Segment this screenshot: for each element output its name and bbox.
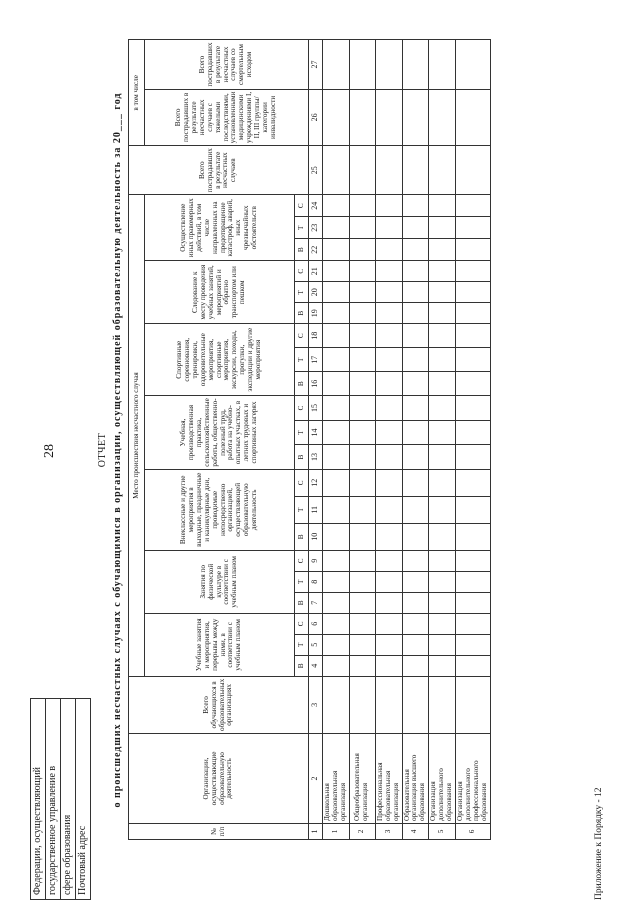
col-number: 25 (309, 146, 323, 195)
empty-cell[interactable] (402, 348, 429, 372)
empty-cell[interactable] (429, 396, 456, 421)
empty-cell[interactable] (429, 282, 456, 303)
empty-cell[interactable] (375, 496, 402, 523)
col-number: 1 (309, 824, 323, 840)
col-number: 13 (309, 445, 323, 470)
row-number: 3 (375, 824, 402, 840)
empty-cell[interactable] (323, 655, 350, 676)
empty-cell[interactable] (349, 217, 375, 239)
address-line: сфере образования (61, 699, 76, 899)
col-header-place: Место происшествия несчастного случая (129, 195, 145, 677)
empty-cell[interactable] (349, 523, 375, 550)
table-row (375, 40, 402, 840)
empty-cell[interactable] (402, 303, 429, 324)
empty-cell[interactable] (456, 372, 491, 396)
empty-cell[interactable] (323, 592, 350, 613)
col-header-sub27: Всего пострадавших в результате несчастных случаев со смертельным исходом (145, 40, 309, 89)
empty-cell[interactable] (402, 239, 429, 261)
empty-cell[interactable] (375, 396, 402, 421)
empty-cell[interactable] (375, 445, 402, 470)
empty-cell[interactable] (429, 146, 456, 195)
empty-cell[interactable] (323, 261, 350, 282)
empty-cell[interactable] (402, 592, 429, 613)
empty-cell[interactable] (429, 303, 456, 324)
row-org-name: Общеобразовательная организация (349, 734, 375, 824)
empty-cell[interactable] (323, 571, 350, 592)
empty-cell[interactable] (456, 40, 491, 89)
empty-cell[interactable] (456, 146, 491, 195)
col-number: 18 (309, 324, 323, 348)
empty-cell[interactable] (375, 239, 402, 261)
col-number: 6 (309, 613, 323, 634)
col-number: 12 (309, 469, 323, 496)
empty-cell[interactable] (349, 445, 375, 470)
empty-cell[interactable] (456, 613, 491, 634)
empty-cell[interactable] (429, 655, 456, 676)
empty-cell[interactable] (375, 613, 402, 634)
empty-cell[interactable] (456, 445, 491, 470)
empty-cell[interactable] (429, 496, 456, 523)
col-subheader-t: Т (295, 420, 309, 445)
col-number: 23 (309, 217, 323, 239)
empty-cell[interactable] (323, 89, 350, 146)
empty-cell[interactable] (402, 282, 429, 303)
col-header-of-which: в том числе (129, 40, 145, 146)
empty-cell[interactable] (323, 420, 350, 445)
col-subheader-s: С (295, 613, 309, 634)
col-subheader-v: В (295, 592, 309, 613)
empty-cell[interactable] (402, 89, 429, 146)
col-number: 20 (309, 282, 323, 303)
empty-cell[interactable] (402, 324, 429, 348)
empty-cell[interactable] (402, 396, 429, 421)
empty-cell[interactable] (323, 496, 350, 523)
col-number: 10 (309, 523, 323, 550)
empty-cell[interactable] (349, 239, 375, 261)
empty-cell[interactable] (349, 195, 375, 217)
table-row (323, 40, 350, 840)
col-header-group4: Учебная, производственная практика, сельскохозяйственные работы, общественно-полезный труд, работа на учебно-опытных участках, в летних трудовых и спортивных лагерях (145, 396, 295, 470)
empty-cell[interactable] (375, 571, 402, 592)
col-header-group1: Учебные занятия и мероприятия, перерывы между ними, в соответствии с учебным планом (145, 613, 295, 676)
col-header-group7: Осуществление иных правомерных действий, в том числе направленных на предотвращение катастроф, аварий, иных чрезвычайных обстоятельств (145, 195, 295, 261)
empty-cell[interactable] (429, 348, 456, 372)
empty-cell[interactable] (323, 372, 350, 396)
empty-cell[interactable] (323, 348, 350, 372)
empty-cell[interactable] (429, 571, 456, 592)
empty-cell[interactable] (402, 523, 429, 550)
empty-cell[interactable] (429, 676, 456, 733)
row-number: 5 (429, 824, 456, 840)
empty-cell[interactable] (323, 303, 350, 324)
empty-cell[interactable] (429, 261, 456, 282)
col-number: 9 (309, 550, 323, 571)
col-subheader-t: Т (295, 496, 309, 523)
empty-cell[interactable] (429, 523, 456, 550)
empty-cell[interactable] (429, 613, 456, 634)
empty-cell[interactable] (456, 195, 491, 217)
empty-cell[interactable] (402, 655, 429, 676)
col-number: 21 (309, 261, 323, 282)
col-subheader-s: С (295, 396, 309, 421)
empty-cell[interactable] (349, 324, 375, 348)
row-org-name: Профессиональная образовательная организация (375, 734, 402, 824)
row-org-name: Дошкольная образовательная организация (323, 734, 350, 824)
empty-cell[interactable] (429, 420, 456, 445)
empty-cell[interactable] (349, 592, 375, 613)
col-number: 8 (309, 571, 323, 592)
empty-cell[interactable] (456, 655, 491, 676)
empty-cell[interactable] (323, 634, 350, 655)
empty-cell[interactable] (375, 89, 402, 146)
empty-cell[interactable] (375, 261, 402, 282)
empty-cell[interactable] (349, 282, 375, 303)
empty-cell[interactable] (349, 676, 375, 733)
empty-cell[interactable] (349, 396, 375, 421)
empty-cell[interactable] (456, 592, 491, 613)
report-subtitle: о происшедших несчастных случаях с обучающимися в организации, осуществляющей образовательную деятельность за 20___ год (112, 92, 123, 808)
empty-cell[interactable] (323, 282, 350, 303)
row-number: 4 (402, 824, 429, 840)
empty-cell[interactable] (456, 348, 491, 372)
empty-cell[interactable] (456, 261, 491, 282)
col-subheader-t: Т (295, 348, 309, 372)
empty-cell[interactable] (402, 634, 429, 655)
empty-cell[interactable] (349, 496, 375, 523)
empty-cell[interactable] (456, 676, 491, 733)
col-number: 17 (309, 348, 323, 372)
empty-cell[interactable] (375, 550, 402, 571)
empty-cell[interactable] (429, 239, 456, 261)
empty-cell[interactable] (429, 372, 456, 396)
empty-cell[interactable] (402, 613, 429, 634)
col-subheader-t: Т (295, 282, 309, 303)
empty-cell[interactable] (349, 303, 375, 324)
col-subheader-s: С (295, 261, 309, 282)
empty-cell[interactable] (402, 217, 429, 239)
col-header-group6: Следование к месту проведения учебных занятий, мероприятий и обратно транспортом или пешком (145, 261, 295, 324)
empty-cell[interactable] (349, 40, 375, 89)
empty-cell[interactable] (429, 592, 456, 613)
empty-cell[interactable] (375, 282, 402, 303)
page-number: 28 (42, 444, 57, 458)
empty-cell[interactable] (323, 445, 350, 470)
empty-cell[interactable] (456, 239, 491, 261)
empty-cell[interactable] (323, 613, 350, 634)
col-subheader-s: С (295, 550, 309, 571)
empty-cell[interactable] (456, 634, 491, 655)
empty-cell[interactable] (456, 469, 491, 496)
empty-cell[interactable] (375, 146, 402, 195)
table-row (402, 40, 429, 840)
col-number: 2 (309, 734, 323, 824)
empty-cell[interactable] (402, 445, 429, 470)
col-subheader-t: Т (295, 217, 309, 239)
empty-cell[interactable] (402, 496, 429, 523)
address-block (30, 698, 91, 900)
empty-cell[interactable] (456, 396, 491, 421)
empty-cell[interactable] (349, 550, 375, 571)
empty-cell[interactable] (375, 676, 402, 733)
empty-cell[interactable] (323, 40, 350, 89)
empty-cell[interactable] (323, 550, 350, 571)
col-number: 15 (309, 396, 323, 421)
row-org-name: Образовательная организация высшего образования (402, 734, 429, 824)
empty-cell[interactable] (429, 324, 456, 348)
empty-cell[interactable] (375, 420, 402, 445)
empty-cell[interactable] (349, 261, 375, 282)
empty-cell[interactable] (456, 523, 491, 550)
table-row (349, 40, 375, 840)
col-number: 16 (309, 372, 323, 396)
empty-cell[interactable] (402, 676, 429, 733)
col-subheader-t: Т (295, 634, 309, 655)
col-header-group5: Спортивные соревнования, тренировки, оздоровительные мероприятия, спортивные мероприятия, экскурсии, походы, прогулки, экспедиции и другие мероприятия (145, 324, 295, 396)
col-number: 24 (309, 195, 323, 217)
empty-cell[interactable] (349, 634, 375, 655)
empty-cell[interactable] (375, 372, 402, 396)
empty-cell[interactable] (323, 217, 350, 239)
report-title: ОТЧЕТ (97, 432, 108, 468)
col-subheader-s: С (295, 469, 309, 496)
empty-cell[interactable] (456, 420, 491, 445)
empty-cell[interactable] (323, 324, 350, 348)
col-subheader-s: С (295, 324, 309, 348)
empty-cell[interactable] (402, 40, 429, 89)
col-header-sub26: Всего пострадавших в результате несчастных случаев с тяжелыми последствиями, установленными медицинскими учреждениями I, II, III группы/категории инвалидности (145, 89, 309, 146)
empty-cell[interactable] (375, 217, 402, 239)
empty-cell[interactable] (375, 195, 402, 217)
col-subheader-v: В (295, 445, 309, 470)
empty-cell[interactable] (429, 40, 456, 89)
col-subheader-v: В (295, 372, 309, 396)
col-subheader-t: Т (295, 571, 309, 592)
empty-cell[interactable] (323, 676, 350, 733)
empty-cell[interactable] (375, 469, 402, 496)
empty-cell[interactable] (375, 303, 402, 324)
col-subheader-v: В (295, 655, 309, 676)
empty-cell[interactable] (456, 571, 491, 592)
row-org-name: Организация дополнительного профессионального образования (456, 734, 491, 824)
appendix-label: Приложение к Порядку - 12 (594, 787, 604, 900)
empty-cell[interactable] (456, 550, 491, 571)
col-number: 27 (309, 40, 323, 89)
address-line: государственное управление в (46, 699, 61, 899)
empty-cell[interactable] (349, 89, 375, 146)
row-number: 2 (349, 824, 375, 840)
col-header-total-students: Всего обучающихся в образовательных организациях (129, 676, 309, 733)
empty-cell[interactable] (456, 282, 491, 303)
empty-cell[interactable] (402, 261, 429, 282)
col-number: 26 (309, 89, 323, 146)
empty-cell[interactable] (349, 469, 375, 496)
col-subheader-v: В (295, 303, 309, 324)
empty-cell[interactable] (375, 324, 402, 348)
report-table (128, 40, 491, 841)
empty-cell[interactable] (349, 420, 375, 445)
empty-cell[interactable] (323, 239, 350, 261)
empty-cell[interactable] (456, 324, 491, 348)
empty-cell[interactable] (456, 496, 491, 523)
col-header-total-victims: Всего пострадавших в результате несчастных случаев (129, 146, 309, 195)
col-header-num: № п/п (129, 824, 309, 840)
col-number: 3 (309, 676, 323, 733)
empty-cell[interactable] (402, 469, 429, 496)
empty-cell[interactable] (375, 655, 402, 676)
empty-cell[interactable] (402, 571, 429, 592)
empty-cell[interactable] (429, 550, 456, 571)
col-header-org: Организации, осуществляющие образовательную деятельность (129, 734, 309, 824)
empty-cell[interactable] (323, 469, 350, 496)
col-subheader-v: В (295, 239, 309, 261)
empty-cell[interactable] (429, 89, 456, 146)
empty-cell[interactable] (349, 655, 375, 676)
empty-cell[interactable] (456, 217, 491, 239)
address-line: Федерации, осуществляющий (31, 699, 46, 899)
col-number: 22 (309, 239, 323, 261)
empty-cell[interactable] (323, 523, 350, 550)
empty-cell[interactable] (323, 146, 350, 195)
empty-cell[interactable] (402, 146, 429, 195)
empty-cell[interactable] (349, 613, 375, 634)
empty-cell[interactable] (402, 195, 429, 217)
empty-cell[interactable] (349, 146, 375, 195)
empty-cell[interactable] (375, 40, 402, 89)
empty-cell[interactable] (456, 303, 491, 324)
empty-cell[interactable] (375, 348, 402, 372)
col-number: 7 (309, 592, 323, 613)
col-number: 5 (309, 634, 323, 655)
table-row (456, 40, 491, 840)
row-number: 1 (323, 824, 350, 840)
empty-cell[interactable] (323, 195, 350, 217)
col-number: 11 (309, 496, 323, 523)
empty-cell[interactable] (429, 634, 456, 655)
postal-address-label: Почтовый адрес (77, 825, 88, 895)
empty-cell[interactable] (402, 420, 429, 445)
empty-cell[interactable] (375, 523, 402, 550)
col-subheader-v: В (295, 523, 309, 550)
table-row (429, 40, 456, 840)
row-number: 6 (456, 824, 491, 840)
col-header-group3: Внеклассные и другие мероприятия в выходные, праздничные и каникулярные дни, проводимые непосредственно организацией, осуществляющей образовательную деятельность (145, 469, 295, 550)
empty-cell[interactable] (429, 217, 456, 239)
empty-cell[interactable] (429, 195, 456, 217)
col-number: 19 (309, 303, 323, 324)
empty-cell[interactable] (429, 469, 456, 496)
empty-cell[interactable] (323, 396, 350, 421)
col-number: 14 (309, 420, 323, 445)
empty-cell[interactable] (375, 592, 402, 613)
empty-cell[interactable] (429, 445, 456, 470)
empty-cell[interactable] (349, 571, 375, 592)
empty-cell[interactable] (349, 348, 375, 372)
empty-cell[interactable] (349, 372, 375, 396)
col-subheader-s: С (295, 195, 309, 217)
empty-cell[interactable] (375, 634, 402, 655)
row-org-name: Организация дополнительного образования (429, 734, 456, 824)
col-header-group2: Занятия по физической культуре в соответствии с учебным планом (145, 550, 295, 613)
empty-cell[interactable] (456, 89, 491, 146)
empty-cell[interactable] (402, 372, 429, 396)
col-number: 4 (309, 655, 323, 676)
empty-cell[interactable] (402, 550, 429, 571)
